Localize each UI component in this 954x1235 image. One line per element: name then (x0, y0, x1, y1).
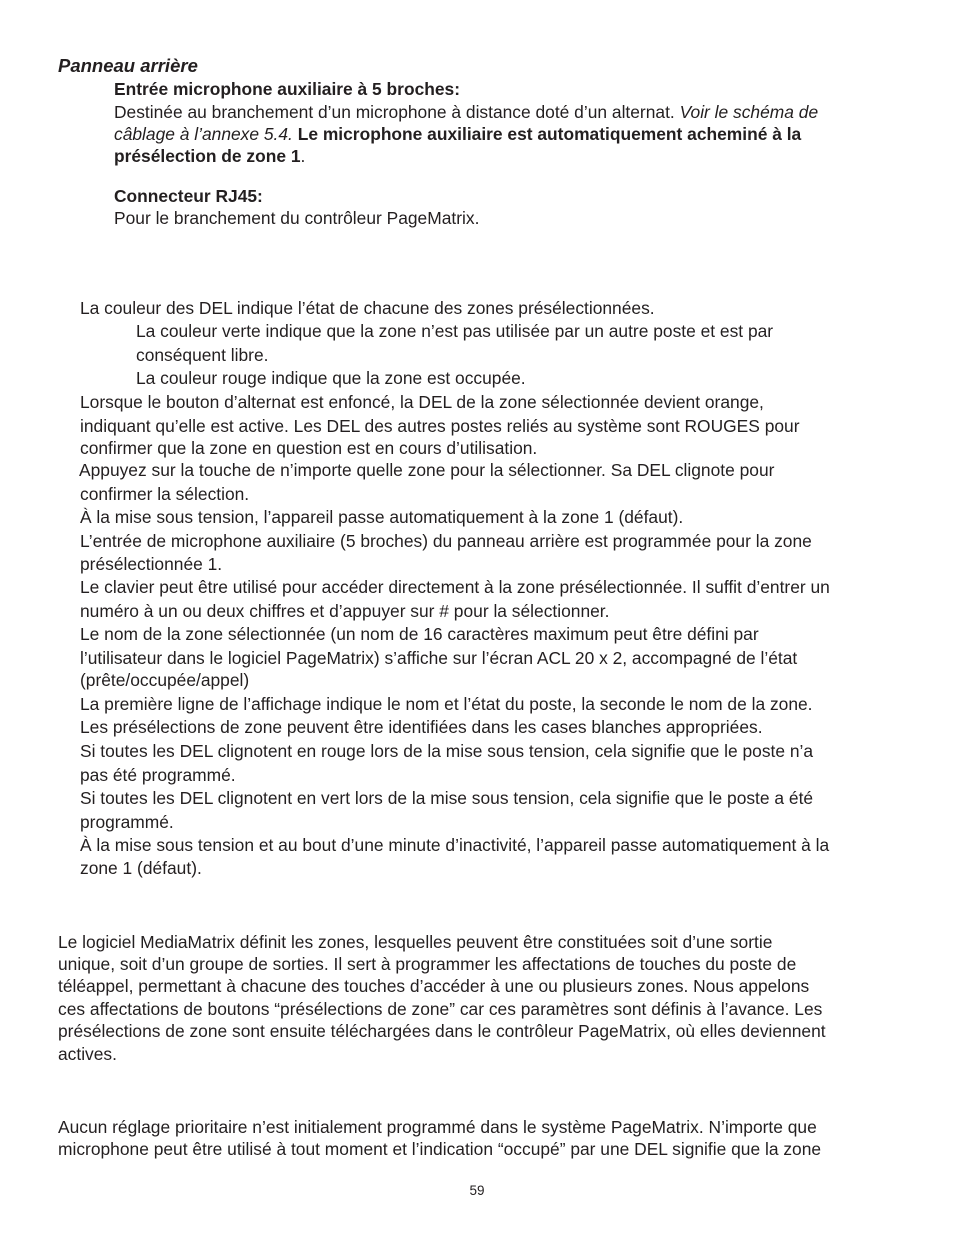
paragraph-line: Le logiciel MediaMatrix définit les zones, lesquelles peuvent être constituées soit d’une sortie (58, 932, 773, 952)
led-note-line: La couleur verte indique que la zone n’est pas utilisée par un autre poste et est par (136, 321, 774, 341)
mic-line-3-bold: présélection de zone 1 (114, 146, 301, 166)
paragraph-line: microphone peut être utilisé à tout moment et l’indication “occupé” par une DEL signifie que la zone (58, 1139, 822, 1159)
led-note-line: numéro à un ou deux chiffres et d’appuyer sur # pour la sélectionner. (80, 601, 610, 621)
led-note-line: Appuyez sur la touche de n’importe quelle zone pour la sélectionner. Sa DEL clignote pour (79, 460, 775, 480)
mic-input-line-1 (114, 102, 818, 123)
led-note-line: À la mise sous tension, l’appareil passe automatiquement à la zone 1 (défaut). (80, 507, 684, 527)
page-number: 59 (469, 1183, 485, 1198)
led-note-line: conséquent libre. (136, 345, 269, 365)
led-note-line: indiquant qu’elle est active. Les DEL des autres postes reliés au système sont ROUGES pour (80, 416, 800, 436)
rj45-text: Pour le branchement du contrôleur PageMatrix. (114, 208, 480, 228)
led-note-line: La couleur rouge indique que la zone est occupée. (136, 368, 526, 388)
mic-line-3-end: . (300, 146, 306, 166)
led-note-line: Lorsque le bouton d’alternat est enfoncé, la DEL de la zone sélectionnée devient orange, (80, 392, 764, 412)
led-note-line: Le clavier peut être utilisé pour accéder directement à la zone présélectionnée. Il suffit d’entrer un (80, 577, 830, 597)
led-note-line: confirmer la sélection. (80, 484, 250, 504)
section-title: Panneau arrière (58, 55, 198, 76)
rj45-heading: Connecteur RJ45: (114, 186, 263, 206)
led-note-line: À la mise sous tension et au bout d’une minute d’inactivité, l’appareil passe automatiquement à la (80, 835, 830, 855)
mic-line-2-bold: Le microphone auxiliaire est automatiquement acheminé à la (292, 124, 802, 144)
led-note-line: La couleur des DEL indique l’état de chacune des zones présélectionnées. (80, 298, 655, 318)
led-note-line: Le nom de la zone sélectionnée (un nom de 16 caractères maximum peut être défini par (80, 624, 759, 644)
led-note-line: L’entrée de microphone auxiliaire (5 broches) du panneau arrière est programmée pour la zone (80, 531, 812, 551)
paragraph-line: téléappel, permettant à chacune des touches d’accéder à une ou plusieurs zones. Nous appelons (58, 976, 810, 996)
led-note-line: pas été programmé. (80, 765, 236, 785)
led-note-line: La première ligne de l’affichage indique le nom et l’état du poste, la seconde le nom de la zone. (80, 694, 813, 714)
led-note-line: Si toutes les DEL clignotent en vert lors de la mise sous tension, cela signifie que le poste a été (80, 788, 814, 808)
paragraph-line: actives. (58, 1044, 117, 1064)
paragraph-line: unique, soit d’un groupe de sorties. Il sert à programmer les affectations de touches du poste de (58, 954, 797, 974)
mic-line-1-text: Destinée au branchement d’un microphone à distance doté d’un alternat. (114, 102, 680, 122)
paragraph-line: Aucun réglage prioritaire n’est initialement programmé dans le système PageMatrix. N’importe que (58, 1117, 817, 1137)
led-note-line: confirmer que la zone en question est en cours d’utilisation. (80, 438, 538, 458)
led-note-line: zone 1 (défaut). (80, 858, 202, 878)
mic-input-line-2 (114, 124, 801, 145)
mic-line-1-italic: Voir le schéma de (679, 102, 819, 122)
paragraph-line: ces affectations de boutons “présélections de zone” car ces paramètres sont définis à l’avance. Les (58, 999, 823, 1019)
led-note-line: l’utilisateur dans le logiciel PageMatrix) s’affiche sur l’écran ACL 20 x 2, accompagné de l’état (80, 648, 798, 668)
led-note-line: Les présélections de zone peuvent être identifiées dans les cases blanches appropriées. (80, 717, 763, 737)
led-note-line: présélectionnée 1. (80, 554, 223, 574)
mic-input-heading: Entrée microphone auxiliaire à 5 broches: (114, 79, 460, 99)
led-note-line: Si toutes les DEL clignotent en rouge lors de la mise sous tension, cela signifie que le poste n’a (80, 741, 814, 761)
mic-input-line-3 (114, 146, 305, 167)
mic-line-2-italic: câblage à l’annexe 5.4. (114, 124, 293, 144)
led-note-line: programmé. (80, 812, 174, 832)
led-note-line: (prête/occupée/appel) (80, 670, 250, 690)
paragraph-line: présélections de zone sont ensuite téléchargées dans le contrôleur PageMatrix, où elles deviennent (58, 1021, 826, 1041)
